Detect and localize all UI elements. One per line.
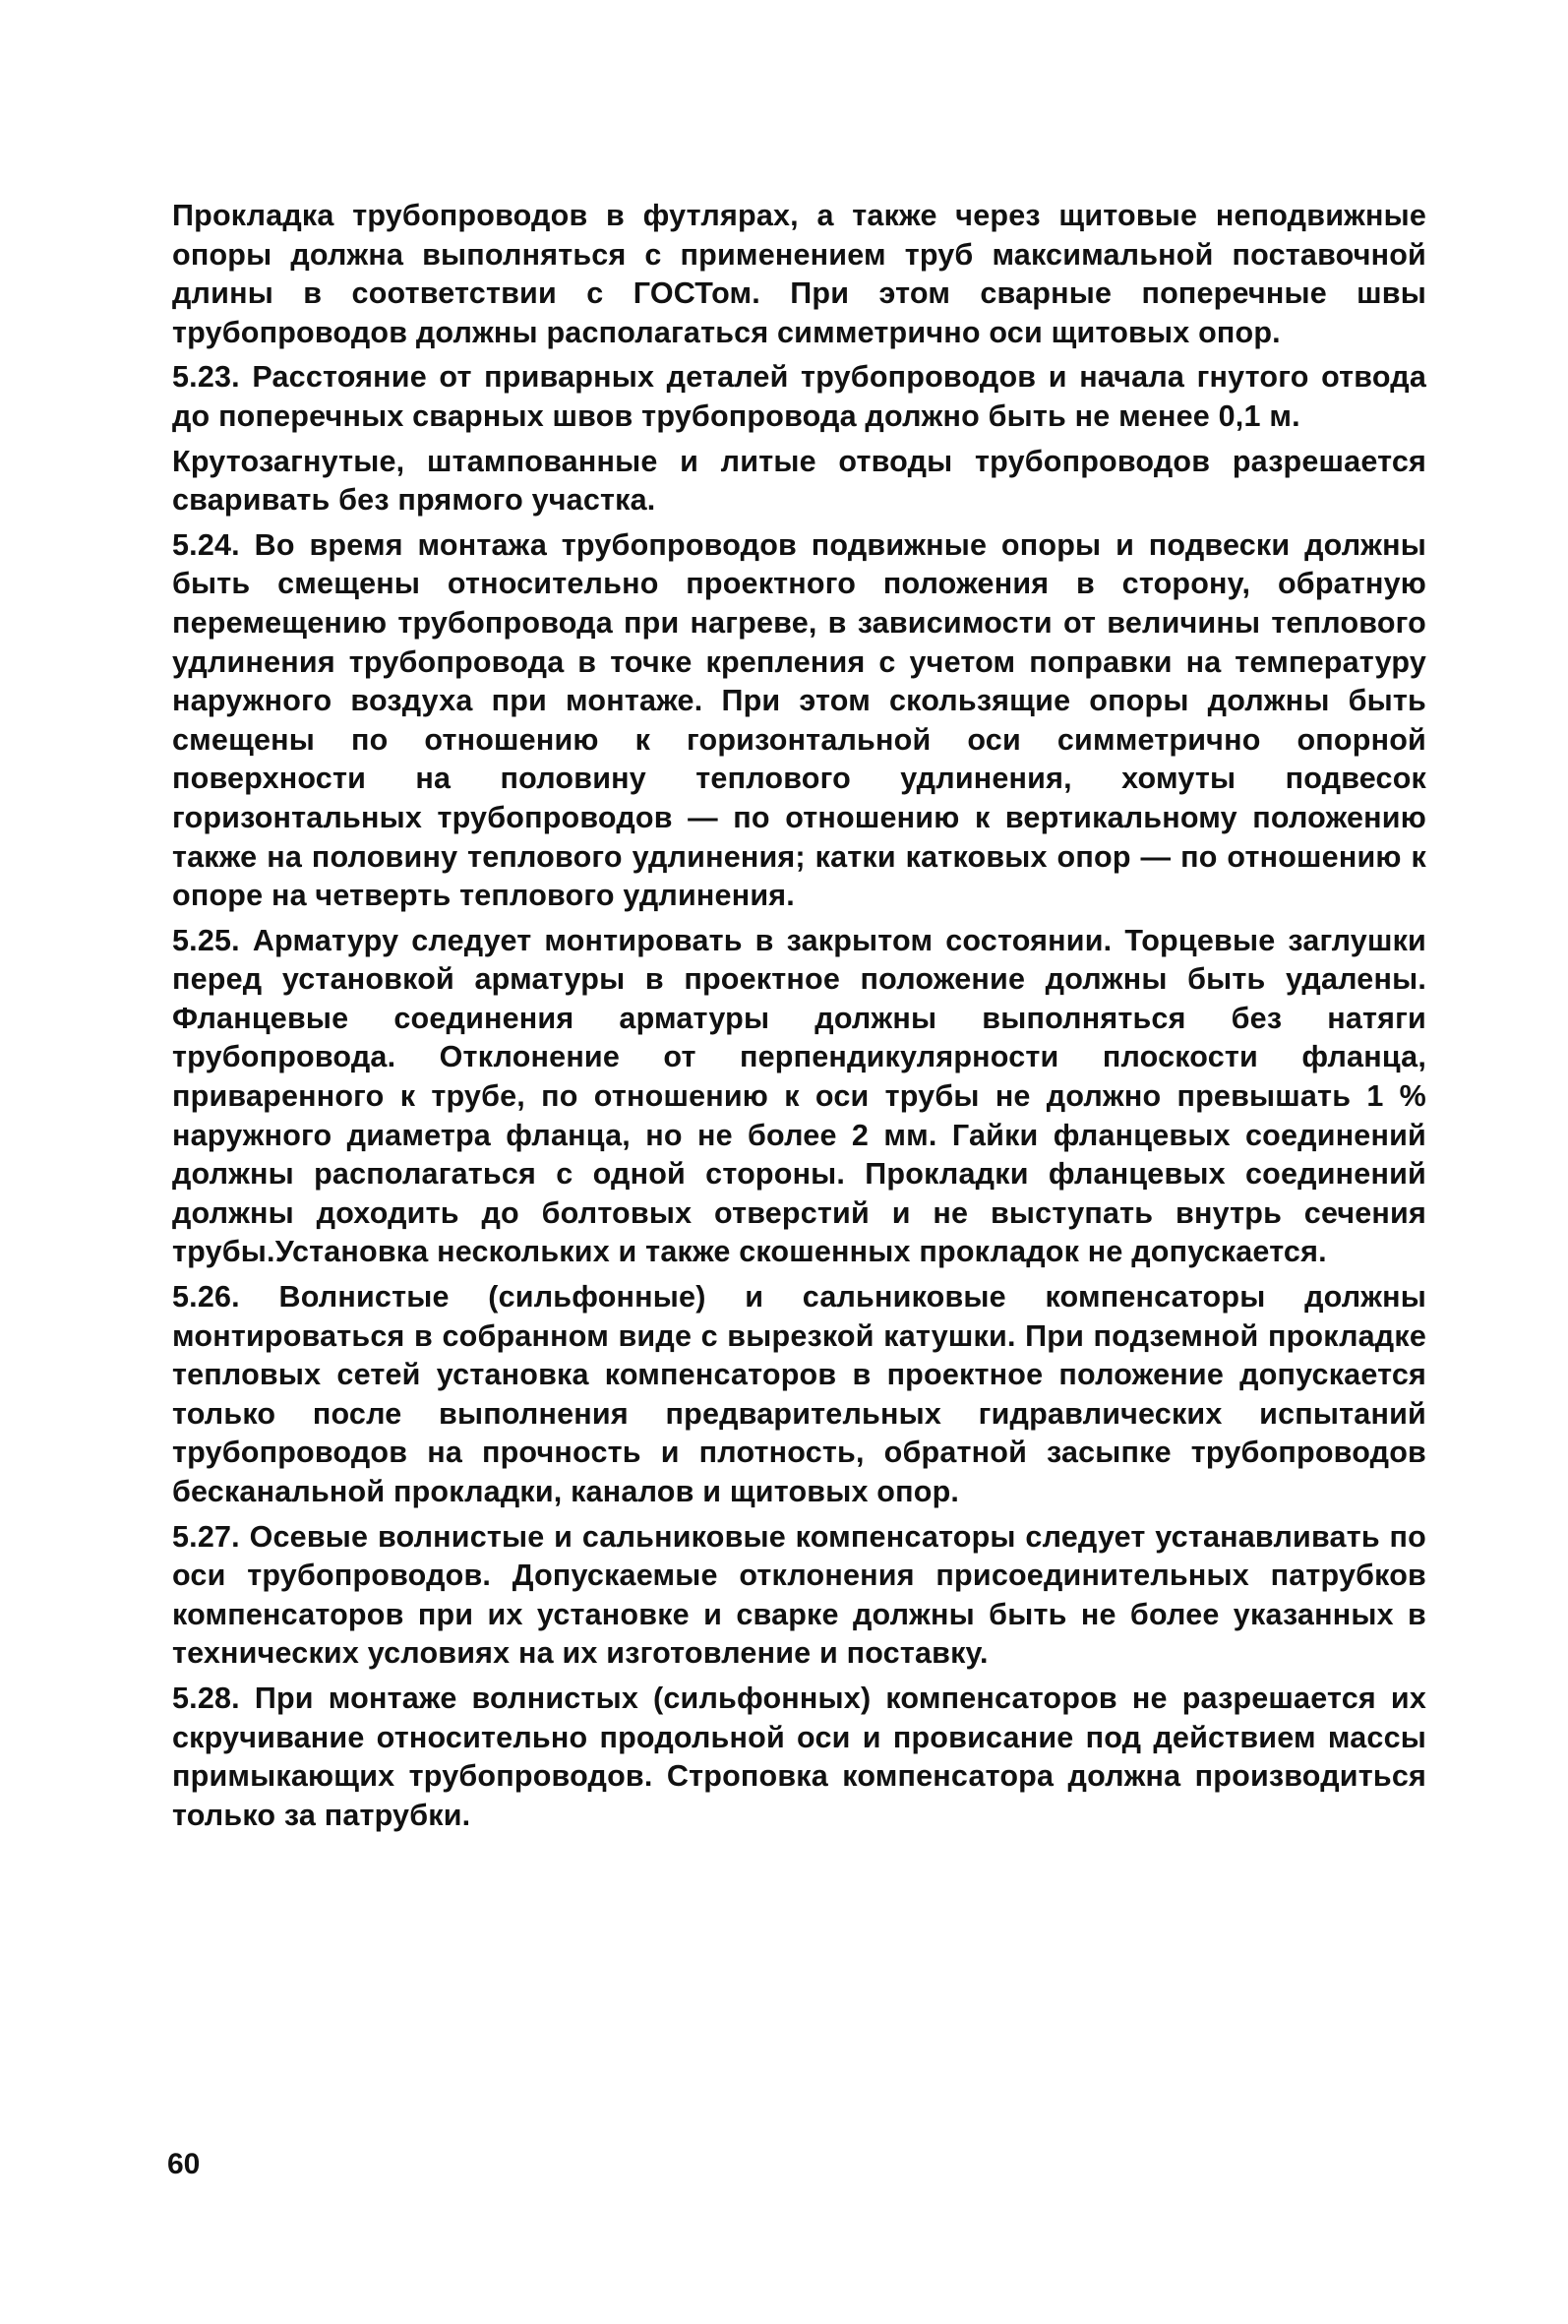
paragraph-intro: Прокладка трубопроводов в футлярах, а также через щитовые неподвижные опоры должна выполняться с применением труб максимальной поставочной длины в соответствии с ГОСТом. При этом сварные поперечные швы трубопроводов должны располагаться симметрично оси щитовых опор.: [172, 199, 1426, 349]
paragraph-5-26: 5.26. Волнистые (сильфонные) и сальниковые компенсаторы должны монтироваться в собранном виде с вырезкой катушки. При подземной прокладке тепловых сетей установка компенсаторов в проектное положение допускается только после выполнения предварительных гидравлических испытаний трубопроводов на прочность и плотность, обратной засыпке трубопроводов бесканальной прокладки, каналов и щитовых опор.: [172, 1280, 1426, 1508]
paragraph-5-23: 5.23. Расстояние от приварных деталей трубопроводов и начала гнутого отвода до поперечных сварных швов трубопровода должно быть не менее 0,1 м.: [172, 360, 1426, 433]
paragraph-5-25: 5.25. Арматуру следует монтировать в закрытом состоянии. Торцевые заглушки перед установкой арматуры в проектное положение должны быть удалены. Фланцевые соединения арматуры должны выполняться без натяги трубопровода. Отклонение от перпендикулярности плоскости фланца, приваренного к трубе, по отношению к оси трубы не должно превышать 1 % наружного диаметра фланца, но не более 2 мм. Гайки фланцевых соединений должны располагаться с одной стороны. Прокладки фланцевых соединений должны доходить до болтовых отверстий и не выступать внутрь сечения трубы.Установка нескольких и также скошенных прокладок не допускается.: [172, 923, 1426, 1269]
body-text: [172, 197, 1426, 1835]
paragraph-5-28: 5.28. При монтаже волнистых (сильфонных) компенсаторов не разрешается их скручивание относительно продольной оси и провисание под действием массы примыкающих трубопроводов. Строповка компенсатора должна производиться только за патрубки.: [172, 1681, 1426, 1832]
page-number: 60: [167, 2148, 201, 2180]
paragraph-5-24: 5.24. Во время монтажа трубопроводов подвижные опоры и подвески должны быть смещены относительно проектного положения в сторону, обратную перемещению трубопровода при нагреве, в зависимости от величины теплового удлинения трубопровода в точке крепления с учетом поправки на температуру наружного воздуха при монтаже. При этом скользящие опоры должны быть смещены по отношению к горизонтальной оси симметрично опорной поверхности на половину теплового удлинения, хомуты подвесок горизонтальных трубопроводов — по отношению к вертикальному положению также на половину теплового удлинения; катки катковых опор — по отношению к опоре на четверть теплового удлинения.: [172, 527, 1426, 913]
paragraph-bends: Крутозагнутые, штампованные и литые отводы трубопроводов разрешается сваривать без прямого участка.: [172, 444, 1426, 518]
paragraph-5-27: 5.27. Осевые волнистые и сальниковые компенсаторы следует устанавливать по оси трубопроводов. Допускаемые отклонения присоединительных патрубков компенсаторов при их установке и сварке должны быть не более указанных в технических условиях на их изготовление и поставку.: [172, 1519, 1426, 1671]
